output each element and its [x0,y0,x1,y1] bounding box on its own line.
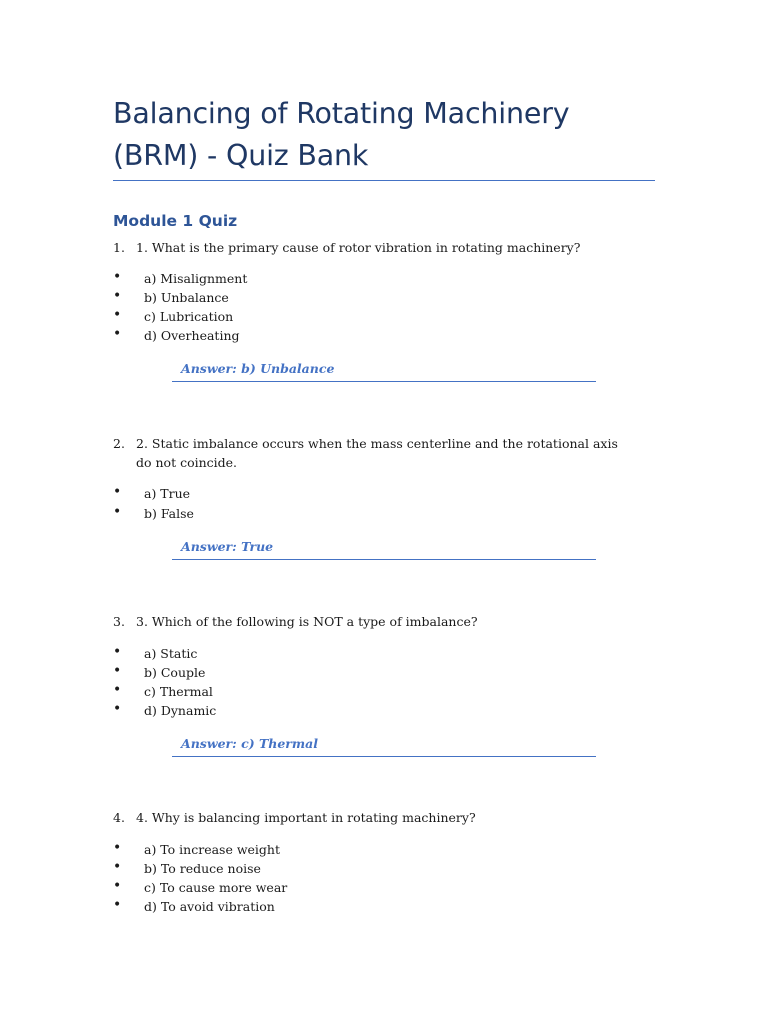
bullet-icon: • [113,288,122,304]
option-text: d) Overheating [144,328,240,343]
list-item [113,504,194,523]
option-text: b) To reduce noise [144,861,261,876]
bullet-icon: • [113,682,122,698]
list-item [113,484,190,503]
list-item [113,859,261,878]
option-text: c) Lubrication [144,309,234,324]
bullet-icon: • [113,269,122,285]
list-item [113,326,240,345]
question-3 [113,612,633,631]
answer-text: Answer: c) Thermal [181,736,318,751]
bullet-icon: • [113,701,122,717]
document-title: Balancing of Rotating Machinery (BRM) - Quiz Bank [113,97,570,172]
question-number: 4. [113,810,125,825]
option-text: d) Dynamic [144,703,217,718]
option-text: b) False [144,506,194,521]
question-4 [113,808,633,827]
question-2 [113,434,633,472]
list-item [113,288,229,307]
question-number: 1. [113,240,125,255]
bullet-icon: • [113,484,122,500]
list-item [113,307,233,326]
list-item [113,663,205,682]
title-underline [113,180,655,181]
option-text: a) True [144,486,191,501]
question-1 [113,238,633,257]
option-text: c) To cause more wear [144,880,288,895]
question-text: 1. What is the primary cause of rotor vibration in rotating machinery? [136,240,581,255]
option-text: d) To avoid vibration [144,899,275,914]
list-item [113,701,216,720]
question-text: 2. Static imbalance occurs when the mass centerline and the rotational axis do not coincide. [136,436,618,470]
bullet-icon: • [113,859,122,875]
option-text: a) To increase weight [144,842,280,857]
list-item [113,269,247,288]
answer-text: Answer: b) Unbalance [181,361,335,376]
answer-box [172,359,596,382]
bullet-icon: • [113,897,122,913]
option-text: c) Thermal [144,684,213,699]
list-item [113,897,275,916]
bullet-icon: • [113,307,122,323]
option-text: a) Static [144,646,198,661]
list-item [113,682,213,701]
bullet-icon: • [113,644,122,660]
question-number: 3. [113,614,125,629]
answer-box [172,734,596,757]
answer-box [172,537,596,560]
question-number: 2. [113,436,125,451]
module-heading: Module 1 Quiz [113,212,238,230]
list-item [113,840,280,859]
answer-text: Answer: True [181,539,274,554]
bullet-icon: • [113,878,122,894]
option-text: b) Couple [144,665,206,680]
bullet-icon: • [113,504,122,520]
list-item [113,878,287,897]
question-text: 3. Which of the following is NOT a type of imbalance? [136,614,478,629]
bullet-icon: • [113,840,122,856]
bullet-icon: • [113,326,122,342]
option-text: b) Unbalance [144,290,229,305]
option-text: a) Misalignment [144,271,248,286]
list-item [113,644,197,663]
question-text: 4. Why is balancing important in rotating machinery? [136,810,476,825]
bullet-icon: • [113,663,122,679]
